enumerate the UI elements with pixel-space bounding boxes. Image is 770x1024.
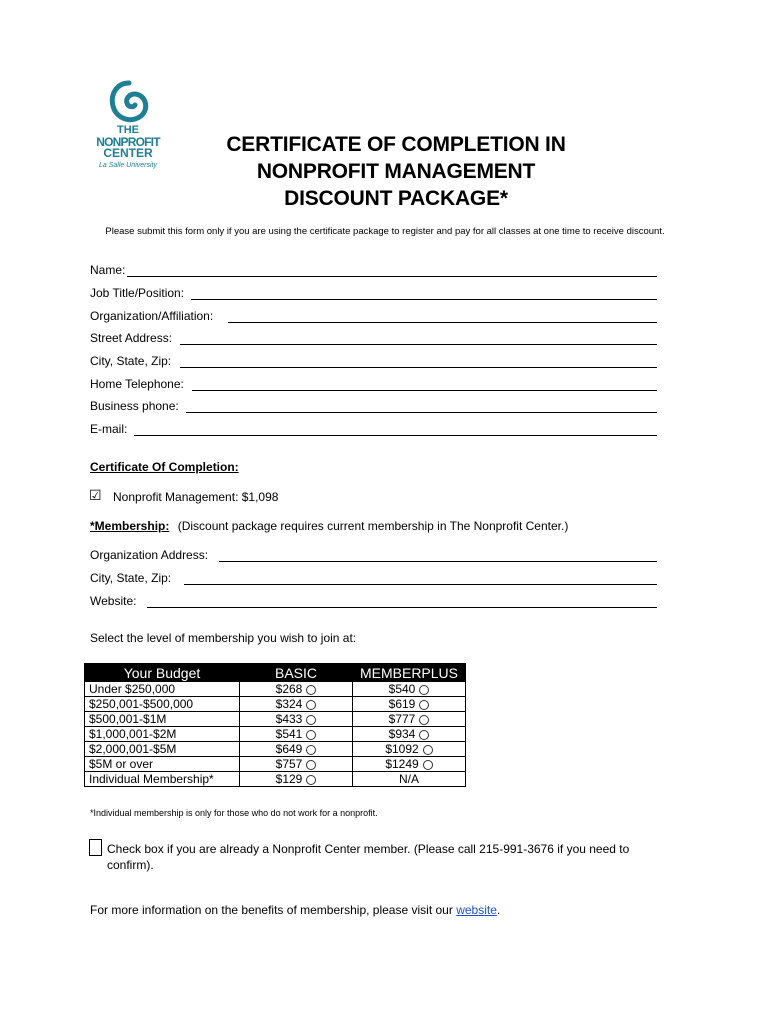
basic-radio-icon[interactable] [306,700,316,710]
more-info-text: For more information on the benefits of membership, please visit our [90,903,453,917]
email-field[interactable] [90,422,657,438]
memberplus-price: $1092 [385,742,419,756]
header-memberplus: MEMBERPLUS [353,664,466,682]
basic-price: $757 [275,757,303,771]
basic-radio-icon[interactable] [306,685,316,695]
memberplus-radio-icon[interactable] [419,730,429,740]
memberplus-cell[interactable] [353,712,466,727]
memberplus-price: $619 [388,697,416,711]
certificate-option-label: Nonprofit Management: $1,098 [113,490,279,504]
membership-city-input-line[interactable] [184,584,657,585]
table-row [85,712,466,727]
table-row [85,697,466,712]
membership-heading: *Membership: [90,519,170,533]
organization-address-field[interactable] [90,548,657,564]
organization-input-line[interactable] [228,322,657,323]
memberplus-price: $777 [388,712,416,726]
basic-cell[interactable] [240,682,353,697]
email-label: E-mail: [90,422,128,436]
organization-field[interactable] [90,309,657,325]
website-label: Website: [90,594,137,608]
membership-city-label: City, State, Zip: [90,571,172,585]
basic-radio-icon[interactable] [306,745,316,755]
more-info-end: . [496,903,501,917]
name-label: Name: [90,263,126,277]
basic-cell[interactable] [240,712,353,727]
city-state-zip-field[interactable] [90,354,657,370]
basic-radio-icon[interactable] [306,715,316,725]
memberplus-cell[interactable] [353,682,466,697]
membership-line [90,519,568,533]
memberplus-radio-icon[interactable] [423,760,433,770]
job-title-field[interactable] [90,286,657,302]
table-row [85,682,466,697]
header-your-budget: Your Budget [85,664,240,682]
budget-cell: $1,000,001-$2M [85,727,240,742]
memberplus-cell[interactable] [353,742,466,757]
budget-cell: $250,001-$500,000 [85,697,240,712]
membership-note: (Discount package requires current membership in The Nonprofit Center.) [177,519,569,533]
basic-radio-icon[interactable] [306,775,316,785]
logo-line-nonprofit: NONPROFIT [96,135,160,149]
table-header-row [85,664,466,682]
basic-cell[interactable] [240,697,353,712]
memberplus-na: N/A [398,772,419,786]
memberplus-price: $540 [388,682,416,696]
job-title-input-line[interactable] [191,299,657,300]
memberplus-radio-icon[interactable] [419,715,429,725]
logo-line-university: La Salle University [99,162,157,169]
basic-cell[interactable] [240,772,353,787]
title-line-1: CERTIFICATE OF COMPLETION IN [226,133,566,156]
membership-table [84,663,466,787]
city-state-zip-label: City, State, Zip: [90,354,172,368]
certificate-checkbox-icon[interactable]: ☑ [89,487,102,503]
budget-cell: $2,000,001-$5M [85,742,240,757]
basic-cell[interactable] [240,742,353,757]
existing-member-checkbox[interactable] [89,839,102,856]
basic-price: $649 [275,742,303,756]
basic-price: $433 [275,712,303,726]
page-title [196,131,596,212]
footnote-text: *Individual membership is only for those who do not work for a nonprofit. [90,808,378,818]
basic-cell[interactable] [240,757,353,772]
select-level-text: Select the level of membership you wish to join at: [90,631,357,645]
name-field[interactable] [90,263,657,279]
budget-cell: $500,001-$1M [85,712,240,727]
membership-city-field[interactable] [90,571,657,587]
organization-label: Organization/Affiliation: [90,309,214,323]
memberplus-cell [353,772,466,787]
budget-cell: Individual Membership* [85,772,240,787]
organization-address-label: Organization Address: [90,548,209,562]
website-link[interactable]: website [456,903,497,917]
organization-address-input-line[interactable] [219,561,657,562]
memberplus-radio-icon[interactable] [423,745,433,755]
title-line-3: DISCOUNT PACKAGE* [284,187,508,210]
table-row [85,772,466,787]
memberplus-radio-icon[interactable] [419,685,429,695]
logo-line-center: CENTER [103,146,153,160]
memberplus-price: $934 [388,727,416,741]
title-line-2: NONPROFIT MANAGEMENT [256,160,536,183]
business-phone-label: Business phone: [90,399,179,413]
city-state-zip-input-line[interactable] [180,367,657,368]
basic-price: $129 [275,772,303,786]
basic-price: $268 [275,682,303,696]
street-address-field[interactable] [90,331,657,347]
name-input-line[interactable] [127,276,657,277]
intro-text: Please submit this form only if you are using the certificate package to register and pay for all classes at one time to receive discount. [105,226,665,237]
business-phone-field[interactable] [90,399,657,415]
logo-line-the: THE [117,124,139,136]
basic-radio-icon[interactable] [306,760,316,770]
table-row [85,757,466,772]
header-basic: BASIC [240,664,353,682]
street-address-label: Street Address: [90,331,173,345]
more-info-line [90,903,500,917]
nonprofit-center-logo [88,80,168,175]
existing-member-label: Check box if you are already a Nonprofit Center member. (Please call 215-991-3676 if you need to confirm). [107,842,630,872]
street-address-input-line[interactable] [180,344,657,345]
memberplus-cell[interactable] [353,757,466,772]
home-telephone-label: Home Telephone: [90,377,184,391]
table-row [85,742,466,757]
website-input-line[interactable] [147,607,657,608]
basic-price: $324 [275,697,303,711]
business-phone-input-line[interactable] [186,412,657,413]
memberplus-cell[interactable] [353,697,466,712]
logo-swirl-icon [108,80,150,128]
memberplus-price: $1249 [385,757,419,771]
basic-radio-icon[interactable] [306,730,316,740]
job-title-label: Job Title/Position: [90,286,185,300]
website-field[interactable] [90,594,657,610]
certificate-heading: Certificate Of Completion: [90,460,239,474]
basic-price: $541 [275,727,303,741]
memberplus-cell[interactable] [353,727,466,742]
home-telephone-field[interactable] [90,377,657,393]
budget-cell: Under $250,000 [85,682,240,697]
home-telephone-input-line[interactable] [192,390,657,391]
memberplus-radio-icon[interactable] [419,700,429,710]
table-row [85,727,466,742]
basic-cell[interactable] [240,727,353,742]
email-input-line[interactable] [134,435,657,436]
budget-cell: $5M or over [85,757,240,772]
